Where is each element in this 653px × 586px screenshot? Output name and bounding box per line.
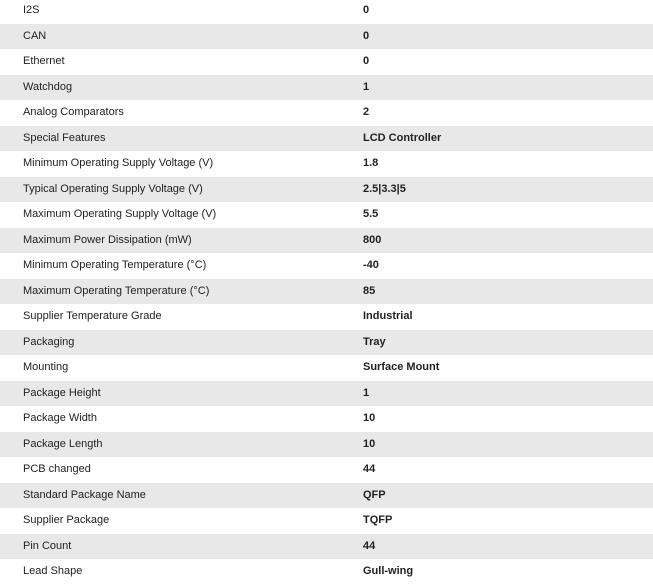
spec-value: QFP [363, 488, 386, 501]
spec-label: Analog Comparators [23, 106, 124, 119]
spec-value: 800 [363, 233, 382, 246]
spec-value: 2 [363, 106, 370, 119]
spec-row-max-operating-temp [0, 279, 653, 305]
spec-row-package-length [0, 432, 653, 458]
spec-value: 5.5 [363, 208, 379, 221]
spec-label: Maximum Operating Supply Voltage (V) [23, 208, 217, 221]
spec-value: LCD Controller [363, 131, 442, 144]
spec-label: Minimum Operating Temperature (°C) [23, 259, 207, 272]
spec-label: Package Width [23, 412, 97, 425]
spec-value: Surface Mount [363, 361, 440, 374]
spec-value: 44 [363, 463, 376, 476]
spec-row-analog-comparators [0, 100, 653, 126]
spec-row-package-height [0, 381, 653, 407]
spec-value: 0 [363, 4, 370, 17]
spec-label: Special Features [23, 131, 106, 144]
spec-label: CAN [23, 29, 47, 42]
spec-value: 0 [363, 29, 370, 42]
spec-label: I2S [23, 4, 40, 17]
spec-value: -40 [363, 259, 379, 272]
spec-label: Standard Package Name [23, 488, 146, 501]
spec-label: Typical Operating Supply Voltage (V) [23, 182, 203, 195]
spec-row-mounting [0, 355, 653, 381]
spec-value: 10 [363, 437, 376, 450]
spec-row-max-power-dissipation [0, 228, 653, 254]
spec-row-package-width [0, 406, 653, 432]
spec-value: 44 [363, 539, 376, 552]
spec-value: Gull-wing [363, 565, 414, 578]
spec-label: Supplier Package [23, 514, 110, 527]
spec-label: Watchdog [23, 80, 73, 93]
spec-value: 1 [363, 386, 370, 399]
spec-row-supplier-package [0, 508, 653, 534]
spec-label: Package Height [23, 386, 101, 399]
spec-value: 85 [363, 284, 376, 297]
spec-label: Maximum Power Dissipation (mW) [23, 233, 192, 246]
spec-row-can [0, 24, 653, 50]
spec-label: Package Length [23, 437, 103, 450]
spec-row-special-features [0, 126, 653, 152]
spec-row-min-operating-temp [0, 253, 653, 279]
spec-row-pcb-changed [0, 457, 653, 483]
spec-row-pin-count [0, 534, 653, 560]
spec-row-typical-supply-voltage [0, 177, 653, 203]
spec-label: Mounting [23, 361, 69, 374]
spec-value: TQFP [363, 514, 393, 527]
spec-row-i2s [0, 0, 653, 24]
spec-label: Supplier Temperature Grade [23, 310, 162, 323]
spec-label: PCB changed [23, 463, 91, 476]
spec-row-standard-package-name [0, 483, 653, 509]
spec-row-ethernet [0, 49, 653, 75]
spec-row-supplier-temp-grade [0, 304, 653, 330]
spec-value: Industrial [363, 310, 413, 323]
spec-label: Ethernet [23, 55, 65, 68]
spec-row-lead-shape [0, 559, 653, 585]
spec-row-packaging [0, 330, 653, 356]
spec-label: Lead Shape [23, 565, 83, 578]
spec-row-max-supply-voltage [0, 202, 653, 228]
spec-value: 0 [363, 55, 370, 68]
spec-value: 10 [363, 412, 376, 425]
spec-label: Pin Count [23, 539, 72, 552]
spec-label: Packaging [23, 335, 75, 348]
spec-row-min-supply-voltage [0, 151, 653, 177]
spec-value: Tray [363, 335, 386, 348]
spec-label: Minimum Operating Supply Voltage (V) [23, 157, 214, 170]
spec-value: 2.5|3.3|5 [363, 182, 406, 195]
spec-value: 1.8 [363, 157, 379, 170]
spec-row-watchdog [0, 75, 653, 101]
spec-label: Maximum Operating Temperature (°C) [23, 284, 210, 297]
spec-value: 1 [363, 80, 370, 93]
